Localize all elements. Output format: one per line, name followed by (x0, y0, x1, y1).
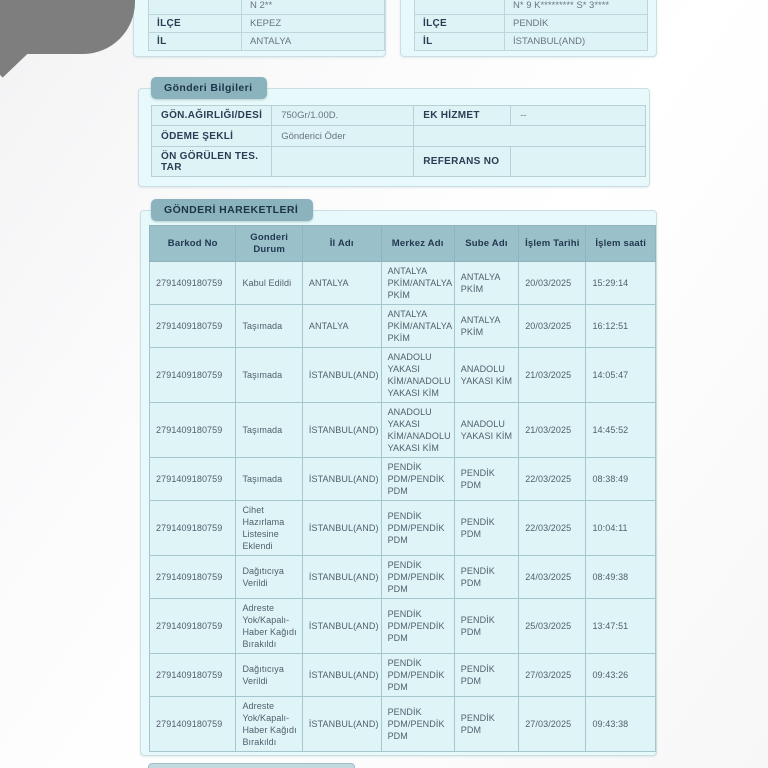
next-section-label-clipped (148, 763, 355, 768)
cell: 14:45:52 (586, 403, 656, 458)
cell: ANTALYA PKİM/⁠ANTALYA PKİM (381, 305, 454, 348)
cell: Adreste Yok/⁠Kapalı-Haber Kağıdı Bırakıldı (236, 697, 302, 752)
cell: 2791409180759 (150, 348, 236, 403)
cell: ANADOLU YAKASI KİM (454, 348, 518, 403)
cell: PENDİK PDM/⁠PENDİK PDM (381, 599, 454, 654)
table-row (150, 501, 656, 556)
extra-service-value: -- (511, 106, 646, 126)
sender-address-table (148, 0, 385, 51)
table-row (152, 106, 646, 126)
cell: PENDİK PDM/⁠PENDİK PDM (381, 501, 454, 556)
cell: 09:43:38 (586, 697, 656, 752)
cell: 22/⁠03/⁠2025 (519, 458, 586, 501)
cell: İSTANBUL(AND) (302, 697, 381, 752)
cell: 14:05:47 (586, 348, 656, 403)
receiver-address-table (414, 0, 648, 51)
table-row (415, 33, 648, 51)
cell: 2791409180759 (150, 556, 236, 599)
cell: 21/⁠03/⁠2025 (519, 403, 586, 458)
cell: Kabul Edildi (236, 262, 302, 305)
table-row (149, 0, 385, 15)
province-label: İL (415, 33, 505, 51)
column-header: İşlem saati (586, 226, 656, 262)
movements-panel (140, 204, 657, 756)
table-row (149, 15, 385, 33)
cell: 08:38:49 (586, 458, 656, 501)
shipment-info-title: Gönderi Bilgileri (151, 77, 267, 99)
table-row (150, 348, 656, 403)
cell: 20/⁠03/⁠2025 (519, 305, 586, 348)
cell: Taşımada (236, 305, 302, 348)
weight-label: GÖN.AĞIRLIĞI/DESİ (152, 106, 272, 126)
address-value: N 2** (242, 0, 385, 15)
cell: PENDİK PDM (454, 697, 518, 752)
logo-bubble (0, 0, 135, 54)
cell: Taşımada (236, 348, 302, 403)
shipment-info-panel (138, 82, 650, 187)
table-row (150, 697, 656, 752)
cell: PENDİK PDM (454, 556, 518, 599)
table-row (152, 147, 646, 177)
cell: 25/⁠03/⁠2025 (519, 599, 586, 654)
payment-label: ÖDEME ŞEKLİ (152, 126, 272, 147)
column-header: Merkez Adı (381, 226, 454, 262)
cell: Taşımada (236, 458, 302, 501)
cell: 15:29:14 (586, 262, 656, 305)
cell: ANTALYA PKİM (454, 305, 518, 348)
table-row (150, 458, 656, 501)
column-header: Sube Adı (454, 226, 518, 262)
weight-value: 750Gr/1.00D. (272, 106, 414, 126)
cell: 2791409180759 (150, 262, 236, 305)
province-value: ANTALYA (242, 33, 385, 51)
eta-value (272, 147, 414, 177)
cell: PENDİK PDM (454, 599, 518, 654)
column-header: Gonderi Durum (236, 226, 302, 262)
cell: Dağıtıcıya Verildi (236, 556, 302, 599)
cell: 2791409180759 (150, 305, 236, 348)
cell: İSTANBUL(AND) (302, 599, 381, 654)
table-row (149, 33, 385, 51)
cell: 2791409180759 (150, 654, 236, 697)
payment-value: Gönderici Öder (272, 126, 414, 147)
district-label: İLÇE (149, 15, 242, 33)
cell: ANTALYA (302, 305, 381, 348)
cell: ANTALYA (302, 262, 381, 305)
cell: 27/⁠03/⁠2025 (519, 697, 586, 752)
table-row (415, 15, 648, 33)
table-row (150, 403, 656, 458)
cell: 22/⁠03/⁠2025 (519, 501, 586, 556)
movements-title: GÖNDERİ HAREKETLERİ (151, 199, 313, 221)
cell: ANTALYA PKİM/⁠ANTALYA PKİM (381, 262, 454, 305)
cell: 16:12:51 (586, 305, 656, 348)
address-label (415, 0, 505, 15)
district-label: İLÇE (415, 15, 505, 33)
cell: İSTANBUL(AND) (302, 556, 381, 599)
district-value: PENDİK (505, 15, 648, 33)
cell: İSTANBUL(AND) (302, 403, 381, 458)
empty-cell (414, 126, 646, 147)
reference-value (511, 147, 646, 177)
address-value: N* 9 K********* S* 3**** (505, 0, 648, 15)
cell: 20/⁠03/⁠2025 (519, 262, 586, 305)
cell: Adreste Yok/⁠Kapalı-Haber Kağıdı Bırakıldı (236, 599, 302, 654)
cell: 2791409180759 (150, 458, 236, 501)
column-header: İşlem Tarihi (519, 226, 586, 262)
cell: İSTANBUL(AND) (302, 654, 381, 697)
column-header: Barkod No (150, 226, 236, 262)
table-row (152, 126, 646, 147)
table-row (150, 599, 656, 654)
cell: Cihet Hazırlama Listesine Eklendi (236, 501, 302, 556)
sender-address-panel (133, 0, 386, 57)
cell: ANADOLU YAKASI KİM/⁠ANADOLU YAKASI KİM (381, 348, 454, 403)
cell: PENDİK PDM/⁠PENDİK PDM (381, 556, 454, 599)
cell: Taşımada (236, 403, 302, 458)
cell: İSTANBUL(AND) (302, 348, 381, 403)
extra-service-label: EK HİZMET (414, 106, 511, 126)
province-value: İSTANBUL(AND) (505, 33, 648, 51)
cell: PENDİK PDM (454, 501, 518, 556)
table-row (150, 305, 656, 348)
cell: PENDİK PDM/⁠PENDİK PDM (381, 458, 454, 501)
cell: 2791409180759 (150, 403, 236, 458)
cell: 21/⁠03/⁠2025 (519, 348, 586, 403)
cell: ANTALYA PKİM (454, 262, 518, 305)
cell: 2791409180759 (150, 599, 236, 654)
district-value: KEPEZ (242, 15, 385, 33)
movements-table (149, 225, 656, 752)
cell: İSTANBUL(AND) (302, 501, 381, 556)
cell: 2791409180759 (150, 501, 236, 556)
cell: Dağıtıcıya Verildi (236, 654, 302, 697)
cell: PENDİK PDM (454, 458, 518, 501)
cell: İSTANBUL(AND) (302, 458, 381, 501)
cell: 2791409180759 (150, 697, 236, 752)
eta-label: ÖN GÖRÜLEN TES. TAR (152, 147, 272, 177)
receiver-address-panel (400, 0, 657, 57)
table-row (150, 262, 656, 305)
cell: PENDİK PDM/⁠PENDİK PDM (381, 697, 454, 752)
province-label: İL (149, 33, 242, 51)
table-row (415, 0, 648, 15)
cell: 24/⁠03/⁠2025 (519, 556, 586, 599)
cell: 27/⁠03/⁠2025 (519, 654, 586, 697)
table-row (150, 556, 656, 599)
cell: PENDİK PDM/⁠PENDİK PDM (381, 654, 454, 697)
cell: 13:47:51 (586, 599, 656, 654)
table-header-row (150, 226, 656, 262)
table-row (150, 654, 656, 697)
movements-body (150, 262, 656, 752)
cell: 09:43:26 (586, 654, 656, 697)
cell: 10:04:11 (586, 501, 656, 556)
cell: ANADOLU YAKASI KİM (454, 403, 518, 458)
address-label (149, 0, 242, 15)
column-header: İl Adı (302, 226, 381, 262)
shipment-info-table (151, 105, 646, 177)
cell: PENDİK PDM (454, 654, 518, 697)
cell: ANADOLU YAKASI KİM/⁠ANADOLU YAKASI KİM (381, 403, 454, 458)
cell: 08:49:38 (586, 556, 656, 599)
reference-label: REFERANS NO (414, 147, 511, 177)
